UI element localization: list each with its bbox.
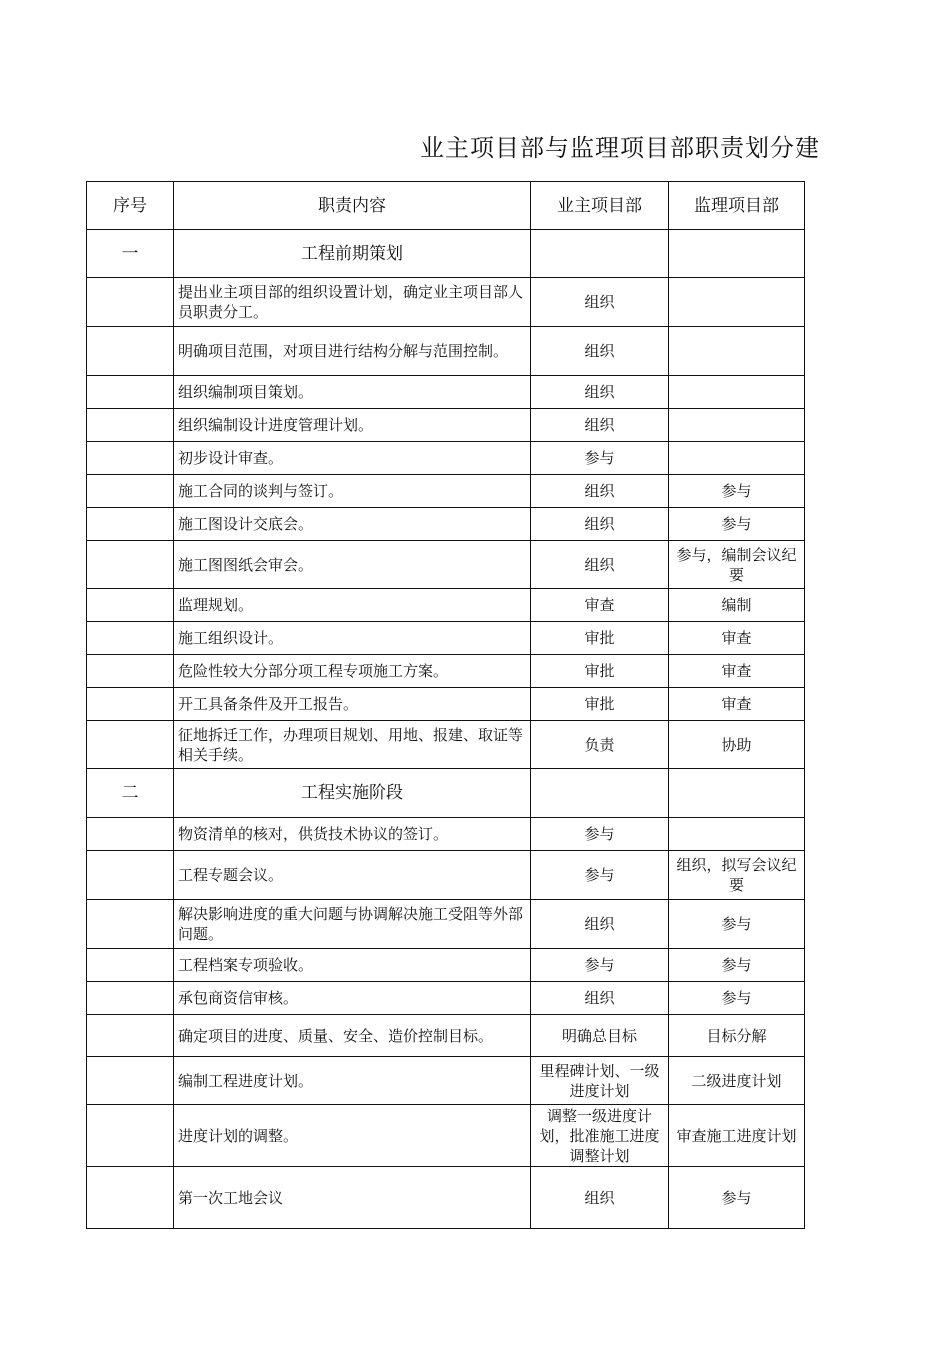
table-row: [87, 721, 805, 769]
row-supervisor: 参与，编制会议纪要: [669, 541, 805, 589]
table-header-row: [87, 182, 805, 230]
row-owner: 负责: [531, 721, 669, 769]
table-row: [87, 688, 805, 721]
row-supervisor: 目标分解: [669, 1015, 805, 1057]
row-no: 二: [87, 769, 174, 818]
row-content: 工程档案专项验收。: [174, 949, 531, 982]
table-row: [87, 376, 805, 409]
row-owner: 组织: [531, 278, 669, 327]
row-owner: 审批: [531, 622, 669, 655]
row-no: 一: [87, 230, 174, 278]
row-owner: [531, 230, 669, 278]
section-title: 工程实施阶段: [174, 769, 531, 818]
row-content: 编制工程进度计划。: [174, 1057, 531, 1105]
table-row: [87, 900, 805, 949]
row-content: 施工图图纸会审会。: [174, 541, 531, 589]
row-content: 危险性较大分部分项工程专项施工方案。: [174, 655, 531, 688]
row-content: 征地拆迁工作，办理项目规划、用地、报建、取证等相关手续。: [174, 721, 531, 769]
row-content: 施工合同的谈判与签订。: [174, 475, 531, 508]
table-row: [87, 1015, 805, 1057]
row-no: [87, 851, 174, 900]
table-row: [87, 278, 805, 327]
row-supervisor: 参与: [669, 982, 805, 1015]
row-content: 确定项目的进度、质量、安全、造价控制目标。: [174, 1015, 531, 1057]
row-supervisor: [669, 327, 805, 376]
row-no: [87, 1057, 174, 1105]
responsibility-table: [86, 181, 805, 1229]
row-content: 监理规划。: [174, 589, 531, 622]
row-content: 组织编制项目策划。: [174, 376, 531, 409]
table-row: [87, 655, 805, 688]
document-title: 业主项目部与监理项目部职责划分建: [420, 134, 820, 162]
row-no: [87, 541, 174, 589]
row-supervisor: 审查: [669, 655, 805, 688]
row-no: [87, 278, 174, 327]
row-no: [87, 622, 174, 655]
row-owner: 参与: [531, 442, 669, 475]
row-owner: 组织: [531, 541, 669, 589]
header-supervisor: 监理项目部: [669, 182, 805, 230]
row-supervisor: 参与: [669, 475, 805, 508]
row-no: [87, 589, 174, 622]
table-row: [87, 409, 805, 442]
row-supervisor: [669, 278, 805, 327]
header-no: 序号: [87, 182, 174, 230]
row-supervisor: [669, 818, 805, 851]
row-content: 物资清单的核对，供货技术协议的签订。: [174, 818, 531, 851]
row-no: [87, 1015, 174, 1057]
row-supervisor: 协助: [669, 721, 805, 769]
table-row: [87, 818, 805, 851]
row-owner: 参与: [531, 818, 669, 851]
row-no: [87, 688, 174, 721]
row-no: [87, 900, 174, 949]
row-no: [87, 1105, 174, 1167]
row-owner: 审批: [531, 655, 669, 688]
row-owner: 参与: [531, 949, 669, 982]
row-supervisor: 审查: [669, 622, 805, 655]
row-content: 明确项目范围，对项目进行结构分解与范围控制。: [174, 327, 531, 376]
row-owner: 组织: [531, 982, 669, 1015]
row-owner: 组织: [531, 900, 669, 949]
table-row: [87, 541, 805, 589]
table-row: [87, 442, 805, 475]
row-owner: 组织: [531, 327, 669, 376]
table-row: [87, 475, 805, 508]
row-content: 施工组织设计。: [174, 622, 531, 655]
row-content: 工程专题会议。: [174, 851, 531, 900]
table-row: [87, 1105, 805, 1167]
row-content: 开工具备条件及开工报告。: [174, 688, 531, 721]
row-owner: 调整一级进度计划，批准施工进度调整计划: [531, 1105, 669, 1167]
table-row: [87, 508, 805, 541]
row-owner: 参与: [531, 851, 669, 900]
table-row: [87, 1057, 805, 1105]
row-owner: 组织: [531, 1167, 669, 1229]
row-supervisor: 组织，拟写会议纪要: [669, 851, 805, 900]
row-no: [87, 1167, 174, 1229]
row-supervisor: 参与: [669, 508, 805, 541]
row-supervisor: 审查: [669, 688, 805, 721]
table-row: [87, 589, 805, 622]
row-supervisor: [669, 409, 805, 442]
row-no: [87, 655, 174, 688]
section-title: 工程前期策划: [174, 230, 531, 278]
row-supervisor: [669, 376, 805, 409]
row-no: [87, 508, 174, 541]
row-content: 第一次工地会议: [174, 1167, 531, 1229]
row-supervisor: [669, 442, 805, 475]
row-owner: 审批: [531, 688, 669, 721]
row-no: [87, 949, 174, 982]
row-owner: 审查: [531, 589, 669, 622]
table-row: [87, 851, 805, 900]
row-no: [87, 376, 174, 409]
row-supervisor: 审查施工进度计划: [669, 1105, 805, 1167]
header-owner: 业主项目部: [531, 182, 669, 230]
row-owner: 组织: [531, 475, 669, 508]
row-owner: 组织: [531, 409, 669, 442]
table-row: [87, 1167, 805, 1229]
row-content: 施工图设计交底会。: [174, 508, 531, 541]
table-row: [87, 949, 805, 982]
row-no: [87, 327, 174, 376]
row-no: [87, 818, 174, 851]
row-content: 组织编制设计进度管理计划。: [174, 409, 531, 442]
table-row: [87, 622, 805, 655]
row-supervisor: 二级进度计划: [669, 1057, 805, 1105]
row-supervisor: [669, 230, 805, 278]
row-content: 初步设计审查。: [174, 442, 531, 475]
row-no: [87, 982, 174, 1015]
row-supervisor: 参与: [669, 900, 805, 949]
row-owner: 组织: [531, 508, 669, 541]
row-content: 提出业主项目部的组织设置计划，确定业主项目部人员职责分工。: [174, 278, 531, 327]
row-owner: 组织: [531, 376, 669, 409]
row-supervisor: [669, 769, 805, 818]
row-supervisor: 参与: [669, 1167, 805, 1229]
header-content: 职责内容: [174, 182, 531, 230]
row-content: 解决影响进度的重大问题与协调解决施工受阻等外部问题。: [174, 900, 531, 949]
row-owner: [531, 769, 669, 818]
section-row: [87, 769, 805, 818]
row-no: [87, 442, 174, 475]
row-no: [87, 475, 174, 508]
row-no: [87, 409, 174, 442]
row-content: 承包商资信审核。: [174, 982, 531, 1015]
table-row: [87, 982, 805, 1015]
row-supervisor: 参与: [669, 949, 805, 982]
section-row: [87, 230, 805, 278]
row-owner: 里程碑计划、一级进度计划: [531, 1057, 669, 1105]
row-owner: 明确总目标: [531, 1015, 669, 1057]
row-supervisor: 编制: [669, 589, 805, 622]
row-content: 进度计划的调整。: [174, 1105, 531, 1167]
row-no: [87, 721, 174, 769]
table-row: [87, 327, 805, 376]
